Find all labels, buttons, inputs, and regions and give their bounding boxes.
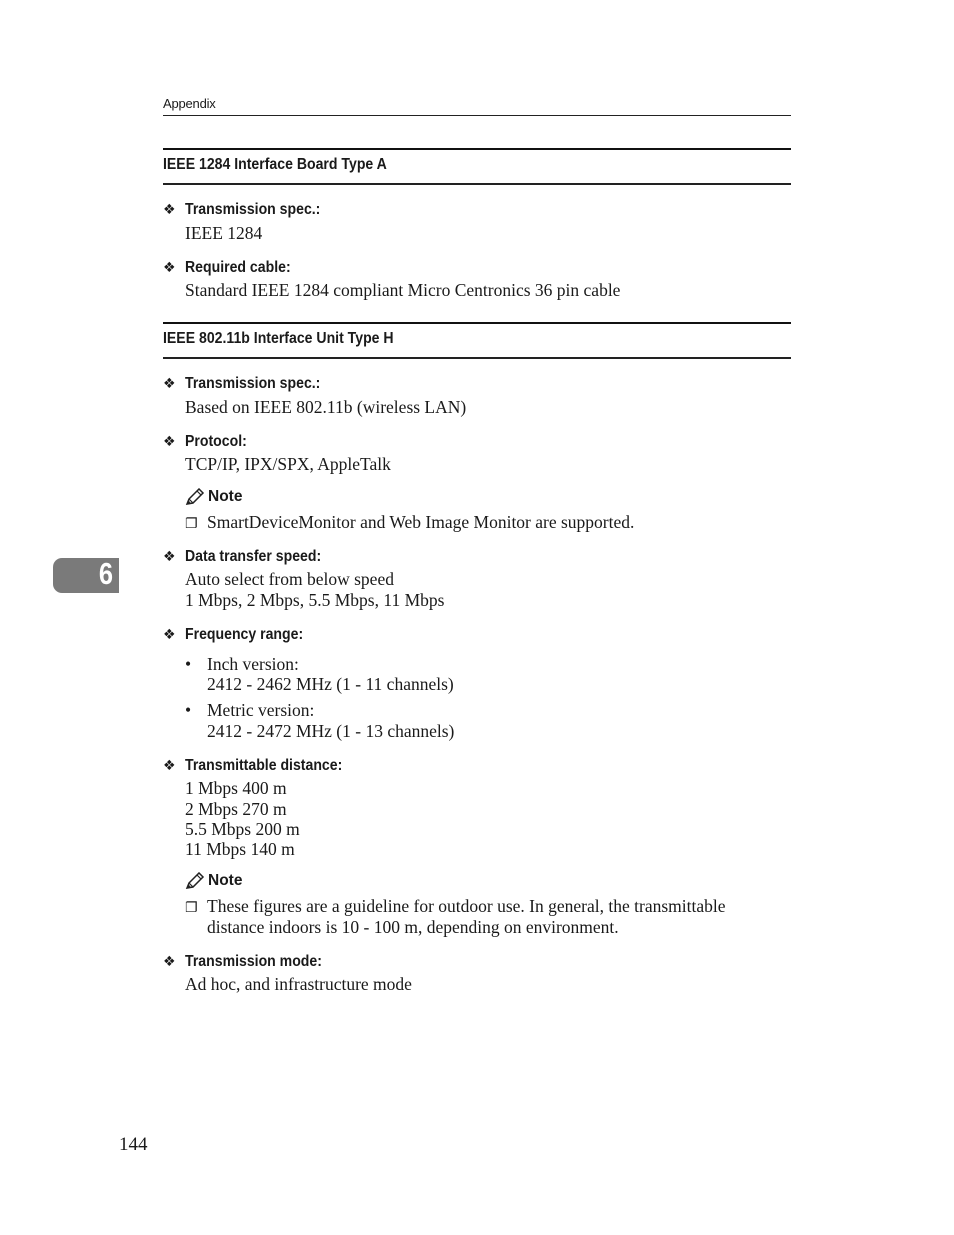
bullet-item: • Metric version: <box>185 700 315 720</box>
spec-value: Ad hoc, and infrastructure mode <box>185 974 412 994</box>
running-head: Appendix <box>163 96 216 111</box>
spec-value: 2 Mbps 270 m <box>185 799 287 819</box>
spec-label-transmission: ❖ Transmission spec.: <box>163 201 321 218</box>
diamond-cross-icon: ❖ <box>163 549 176 565</box>
spec-label-data-transfer-speed: ❖ Data transfer speed: <box>163 548 322 565</box>
spec-label-protocol: ❖ Protocol: <box>163 433 247 450</box>
spec-label-transmission-mode: ❖ Transmission mode: <box>163 953 322 970</box>
checkbox-icon: ❐ <box>185 900 198 916</box>
chapter-number: 6 <box>98 556 114 591</box>
spec-value: TCP/IP, IPX/SPX, AppleTalk <box>185 454 391 474</box>
diamond-cross-icon: ❖ <box>163 376 176 392</box>
spec-value: Auto select from below speed <box>185 569 394 589</box>
diamond-cross-icon: ❖ <box>163 434 176 450</box>
section-title-ieee1284: IEEE 1284 Interface Board Type A <box>163 156 387 173</box>
spec-value: 1 Mbps, 2 Mbps, 5.5 Mbps, 11 Mbps <box>185 590 445 610</box>
bullet-item: • Inch version: <box>185 654 299 674</box>
section-top-rule <box>163 322 791 324</box>
spec-value: 1 Mbps 400 m <box>185 778 287 798</box>
diamond-cross-icon: ❖ <box>163 954 176 970</box>
pencil-icon <box>185 872 205 890</box>
note-item-continuation: distance indoors is 10 - 100 m, depending on environment. <box>207 917 619 937</box>
bullet-icon: • <box>185 700 192 720</box>
spec-value: IEEE 1284 <box>185 223 263 243</box>
spec-label-transmission: ❖ Transmission spec.: <box>163 375 321 392</box>
bullet-icon: • <box>185 654 192 674</box>
diamond-cross-icon: ❖ <box>163 627 176 643</box>
section-top-rule <box>163 148 791 150</box>
diamond-cross-icon: ❖ <box>163 758 176 774</box>
section-bottom-rule <box>163 183 791 185</box>
pencil-icon <box>185 488 205 506</box>
page-number: 144 <box>119 1134 148 1155</box>
spec-value: 11 Mbps 140 m <box>185 839 295 859</box>
diamond-cross-icon: ❖ <box>163 202 176 218</box>
diamond-cross-icon: ❖ <box>163 260 176 276</box>
spec-value: Based on IEEE 802.11b (wireless LAN) <box>185 397 467 417</box>
spec-label-frequency-range: ❖ Frequency range: <box>163 626 304 643</box>
note-item: ❐ SmartDeviceMonitor and Web Image Monitor are supported. <box>185 512 635 532</box>
spec-value: Standard IEEE 1284 compliant Micro Centronics 36 pin cable <box>185 280 621 300</box>
section-title-ieee80211b: IEEE 802.11b Interface Unit Type H <box>163 330 394 347</box>
spec-label-required-cable: ❖ Required cable: <box>163 259 291 276</box>
header-rule <box>163 115 791 116</box>
spec-value: 5.5 Mbps 200 m <box>185 819 300 839</box>
note-item: ❐ These figures are a guideline for outdoor use. In general, the transmittable <box>185 896 726 916</box>
spec-label-transmittable-distance: ❖ Transmittable distance: <box>163 757 343 774</box>
bullet-value: 2412 - 2472 MHz (1 - 13 channels) <box>207 721 455 741</box>
note-heading: Note <box>185 872 242 890</box>
checkbox-icon: ❐ <box>185 516 198 532</box>
note-heading: Note <box>185 488 242 506</box>
bullet-value: 2412 - 2462 MHz (1 - 11 channels) <box>207 674 454 694</box>
section-bottom-rule <box>163 357 791 359</box>
